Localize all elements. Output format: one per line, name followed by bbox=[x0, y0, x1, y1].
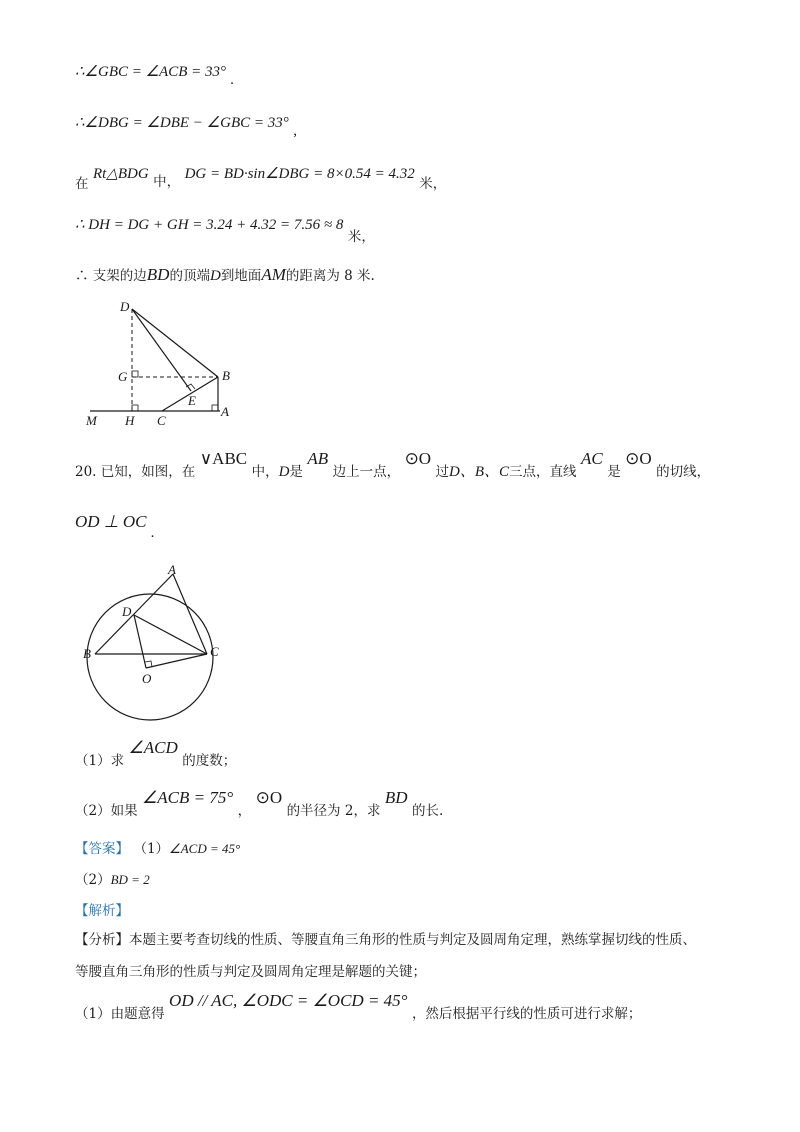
text: ，然后根据平行线的性质可进行求解； bbox=[411, 1006, 642, 1022]
circle-o: ⊙O bbox=[404, 449, 432, 468]
angle-acb: ∠ACB = 75° bbox=[142, 788, 234, 807]
text: 的距离为 8 米. bbox=[285, 268, 375, 284]
text: 边上一点， bbox=[332, 464, 401, 480]
equation-dg: DG = BD·sin∠DBG = 8×0.54 = 4.32 bbox=[184, 166, 415, 182]
point-d: D bbox=[278, 464, 290, 480]
text: 20. 已知，如图，在 bbox=[75, 464, 196, 480]
equation-gbc: ∴∠GBC = ∠ACB = 33° bbox=[75, 64, 227, 80]
analysis-line-3 bbox=[75, 990, 642, 1022]
text: 中， bbox=[153, 174, 181, 190]
answer-line-2 bbox=[75, 868, 150, 888]
point-d: D bbox=[209, 268, 221, 284]
segment-bd: BD bbox=[146, 265, 170, 284]
solution-line-2 bbox=[75, 113, 297, 139]
text: ∴ 支架的边 bbox=[75, 268, 147, 284]
text: 过 bbox=[435, 464, 450, 480]
analysis-line-1 bbox=[75, 928, 696, 948]
answer-1: ∠ACD = 45° bbox=[169, 841, 241, 856]
text: 的顶端 bbox=[169, 268, 210, 284]
analysis-equation: OD // AC, ∠ODC = ∠OCD = 45° bbox=[169, 991, 408, 1010]
solution-line-4 bbox=[75, 213, 375, 245]
circle-o: ⊙O bbox=[625, 449, 652, 468]
analysis-tag: 【解析】 bbox=[75, 903, 129, 919]
solution-conclusion bbox=[75, 264, 375, 285]
label-h: H bbox=[125, 413, 135, 428]
triangle-abc: ∨ABC bbox=[199, 449, 248, 468]
label-a: A bbox=[221, 404, 229, 419]
triangle-label: Rt△BDG bbox=[92, 166, 149, 182]
text: 在 bbox=[75, 176, 89, 192]
label-c: C bbox=[210, 644, 219, 659]
text: 的半径为 2，求 bbox=[286, 803, 381, 819]
text: 中， bbox=[251, 464, 279, 480]
unit: 米， bbox=[347, 229, 375, 245]
punct: , bbox=[293, 123, 297, 139]
label-m: M bbox=[86, 413, 97, 428]
punct: . bbox=[230, 72, 235, 88]
question-2 bbox=[75, 787, 444, 819]
solution-line-3 bbox=[75, 162, 447, 192]
text: （1）求 bbox=[75, 753, 125, 769]
punct: . bbox=[150, 525, 155, 541]
label-d: D bbox=[120, 299, 130, 314]
problem-20-condition bbox=[75, 512, 155, 541]
equation-dh: ∴ DH = DG + GH = 3.24 + 4.32 = 7.56 ≈ 8 bbox=[75, 217, 344, 233]
answer-line-1 bbox=[75, 837, 240, 857]
segment-ab: AB bbox=[307, 449, 329, 468]
text: 是 bbox=[607, 464, 621, 480]
unit: 米， bbox=[419, 176, 447, 192]
problem-20-statement bbox=[75, 448, 711, 480]
solution-line-1 bbox=[75, 62, 235, 88]
segment-bd: BD bbox=[384, 788, 408, 807]
perpendicular-condition: OD ⊥ OC bbox=[75, 512, 147, 531]
line-am: AM bbox=[261, 265, 286, 284]
analysis-text: 等腰直角三角形的性质与判定及圆周角定理是解题的关键； bbox=[75, 964, 426, 980]
analysis-line-2 bbox=[75, 960, 426, 980]
text: 到地面 bbox=[220, 268, 262, 284]
label-b: B bbox=[222, 368, 230, 383]
analysis-subtag: 【分析】 bbox=[75, 932, 129, 948]
text: 的长. bbox=[412, 803, 444, 819]
bracket-figure bbox=[80, 295, 250, 430]
label-a: A bbox=[168, 562, 176, 577]
label-d: D bbox=[122, 604, 132, 619]
text: （2） bbox=[75, 872, 111, 888]
text: （1） bbox=[133, 841, 170, 857]
label-c: C bbox=[157, 413, 166, 428]
text: 三点，直线 bbox=[509, 464, 577, 480]
question-1 bbox=[75, 737, 237, 769]
text: 是 bbox=[289, 464, 303, 480]
points-dbc: D、B、C bbox=[449, 464, 510, 480]
label-b: B bbox=[83, 646, 91, 661]
analysis-tag-line bbox=[75, 899, 129, 919]
text: （1）由题意得 bbox=[75, 1006, 165, 1022]
answer-2: BD = 2 bbox=[110, 872, 150, 887]
label-o: O bbox=[142, 671, 152, 686]
text: 的度数； bbox=[182, 753, 237, 769]
text: （2）如果 bbox=[75, 803, 138, 819]
analysis-text: 本题主要考查切线的性质、等腰直角三角形的性质与判定及圆周角定理，熟练掌握切线的性质、 bbox=[129, 932, 696, 948]
circle-o: ⊙O bbox=[255, 788, 283, 807]
text: 的切线， bbox=[656, 464, 711, 480]
angle-acd: ∠ACD bbox=[128, 738, 178, 757]
equation-dbg: ∴∠DBG = ∠DBE − ∠GBC = 33° bbox=[75, 115, 289, 131]
circle-figure bbox=[78, 560, 228, 725]
answer-tag: 【答案】 bbox=[75, 841, 129, 857]
text: ， bbox=[237, 803, 252, 819]
label-g: G bbox=[118, 369, 128, 384]
line-ac: AC bbox=[581, 449, 603, 468]
label-e: E bbox=[188, 393, 196, 408]
